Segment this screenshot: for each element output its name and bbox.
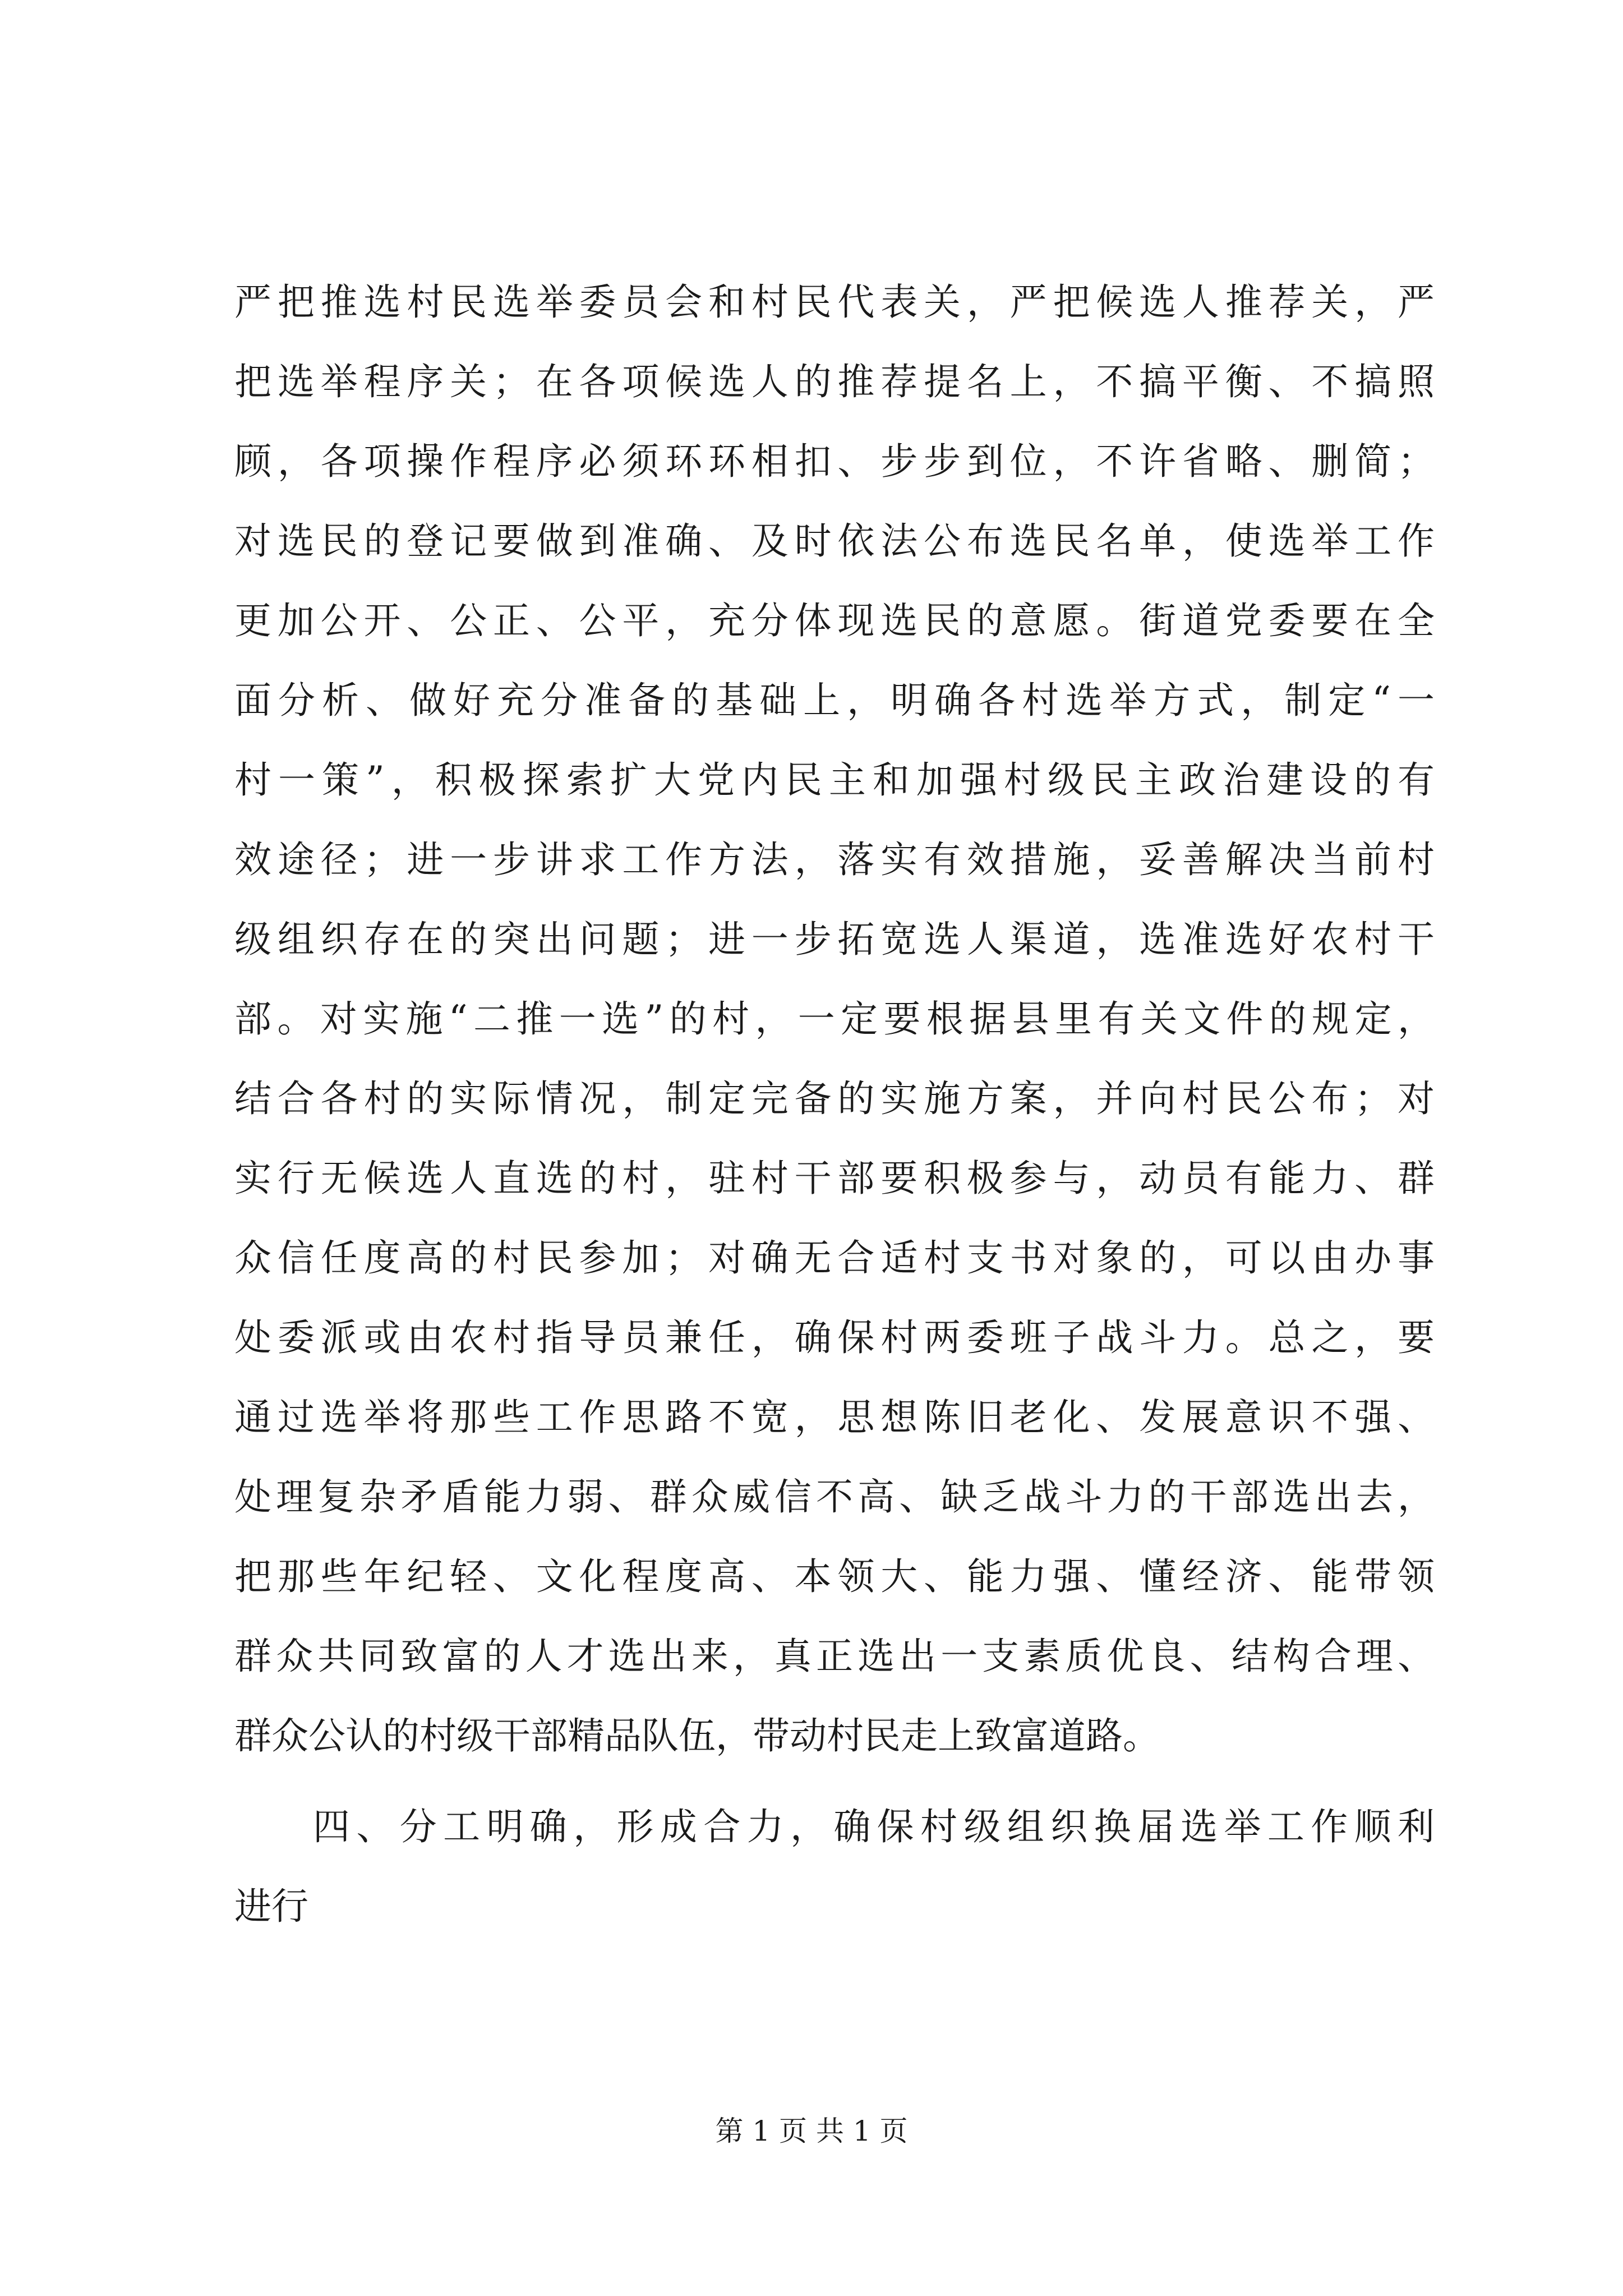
paragraph-line: 级组织存在的突出问题；进一步拓宽选人渠道，选准选好农村干 — [234, 918, 1435, 961]
paragraph-line: 实行无候选人直选的村，驻村干部要积极参与，动员有能力、群 — [234, 1157, 1435, 1200]
page-footer: 第 1 页 共 1 页 — [715, 2115, 908, 2147]
paragraph-line: 严把推选村民选举委员会和村民代表关，严把候选人推荐关，严 — [234, 280, 1435, 324]
section-heading-line: 四、分工明确，形成合力，确保村级组织换届选举工作顺利 — [313, 1805, 1435, 1848]
paragraph-line: 面分析、做好充分准备的基础上，明确各村选举方式，制定“一 — [234, 679, 1435, 722]
paragraph-gap — [234, 1776, 1435, 1787]
paragraph-line: 结合各村的实际情况，制定完备的实施方案，并向村民公布；对 — [234, 1077, 1435, 1120]
paragraph-line: 对选民的登记要做到准确、及时依法公布选民名单，使选举工作 — [234, 519, 1435, 563]
paragraph-line: 把选举程序关；在各项候选人的推荐提名上，不搞平衡、不搞照 — [234, 360, 1435, 403]
paragraph-line: 部。对实施“二推一选”的村，一定要根据县里有关文件的规定， — [234, 997, 1435, 1041]
paragraph-line: 更加公开、公正、公平，充分体现选民的意愿。街道党委要在全 — [234, 599, 1435, 642]
paragraph-line: 众信任度高的村民参加；对确无合适村支书对象的，可以由办事 — [234, 1236, 1435, 1280]
document-body — [234, 263, 1435, 1947]
paragraph-line: 效途径；进一步讲求工作方法，落实有效措施，妥善解决当前村 — [234, 838, 1435, 881]
paragraph-line: 通过选举将那些工作思路不宽，思想陈旧老化、发展意识不强、 — [234, 1396, 1435, 1439]
paragraph-line: 把那些年纪轻、文化程度高、本领大、能力强、懂经济、能带领 — [234, 1555, 1435, 1598]
section-heading-line: 进行 — [234, 1885, 308, 1928]
paragraph-line: 处理复杂矛盾能力弱、群众威信不高、缺乏战斗力的干部选出去， — [234, 1475, 1435, 1519]
paragraph-line: 群众公认的村级干部精品队伍，带动村民走上致富道路。 — [234, 1714, 1160, 1757]
paragraph-line: 顾，各项操作程序必须环环相扣、步步到位，不许省略、删简； — [234, 440, 1435, 483]
paragraph-line: 村一策”，积极探索扩大党内民主和加强村级民主政治建设的有 — [234, 758, 1435, 802]
paragraph-line: 群众共同致富的人才选出来，真正选出一支素质优良、结构合理、 — [234, 1635, 1435, 1678]
paragraph-line: 处委派或由农村指导员兼任，确保村两委班子战斗力。总之，要 — [234, 1316, 1435, 1359]
